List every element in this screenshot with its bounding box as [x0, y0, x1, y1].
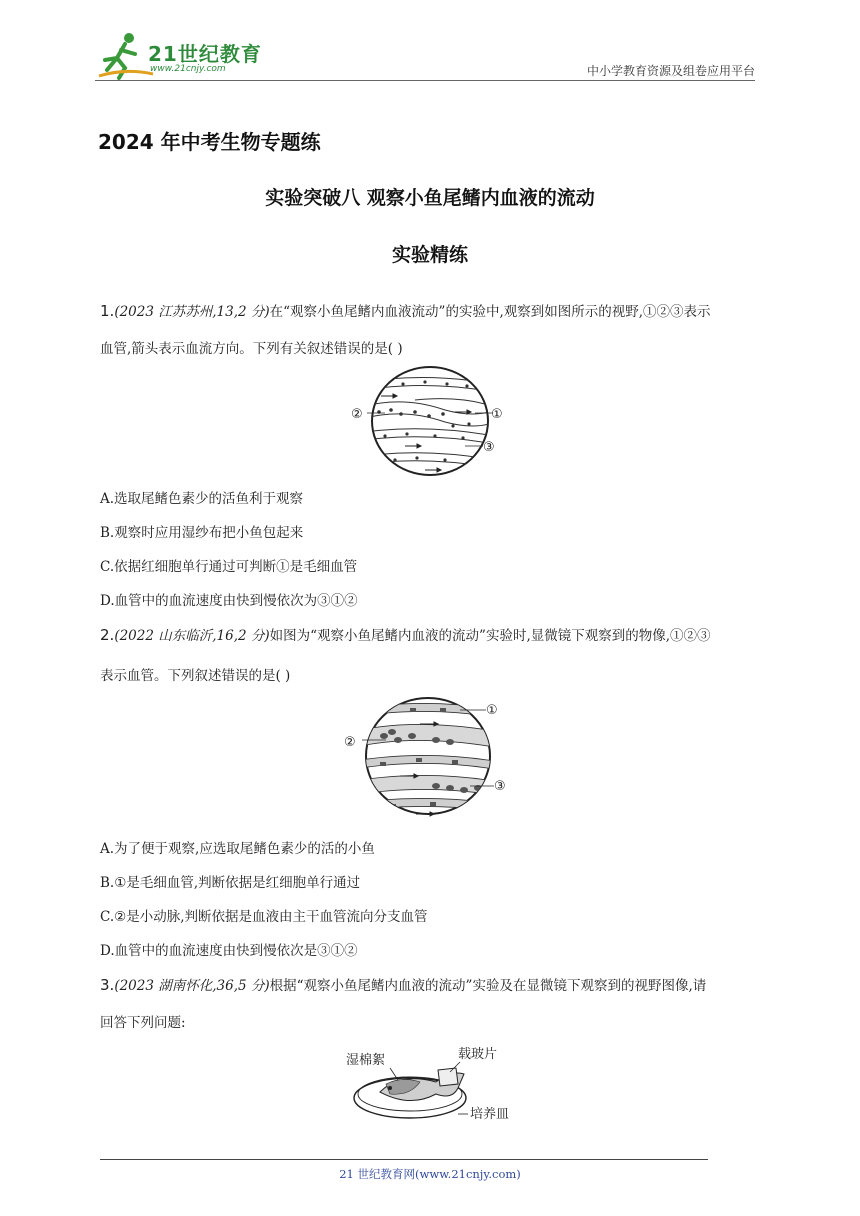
header-divider	[95, 80, 755, 81]
question-1-figure	[345, 366, 515, 482]
question-2-stem	[100, 626, 764, 645]
question-1-option-a: A.选取尾鳍色素少的活鱼利于观察	[100, 491, 304, 507]
section-title: 实验突破八 观察小鱼尾鳍内血液的流动	[265, 187, 595, 209]
figure-label-slide: 载玻片	[458, 1047, 498, 1062]
question-1-stem-line2: 血管,箭头表示血流方向。下列有关叙述错误的是( )	[100, 341, 403, 357]
figure-label-2: ②	[351, 407, 363, 422]
question-2-figure	[340, 696, 515, 824]
question-source: (2023 湖南怀化,36,5 分)	[114, 978, 270, 994]
question-source: (2023 江苏苏州,13,2 分)	[114, 304, 270, 320]
figure-label-1: ①	[486, 703, 498, 718]
question-2-option-d: D.血管中的血流速度由快到慢依次是③①②	[100, 943, 358, 959]
question-2-option-b: B.①是毛细血管,判断依据是红细胞单行通过	[100, 875, 361, 891]
footer-text: 21 世纪教育网(www.21cnjy.com)	[339, 1167, 521, 1181]
header-platform-text: 中小学教育资源及组卷应用平台	[586, 64, 755, 78]
question-3-figure	[340, 1042, 530, 1130]
question-stem-line: 根据“观察小鱼尾鳍内血液的流动”实验及在显微镜下观察到的视野图像,请	[269, 978, 707, 994]
document-title: 2024 年中考生物专题练	[98, 130, 321, 154]
figure-label-petri-dish: 培养皿	[470, 1107, 510, 1122]
question-number: 2.	[100, 626, 115, 644]
question-2-option-a: A.为了便于观察,应选取尾鳍色素少的活的小鱼	[100, 841, 375, 857]
sub-title: 实验精练	[391, 244, 468, 266]
question-stem-line: 在“观察小鱼尾鳍内血液流动”的实验中,观察到如图所示的视野,①②③表示	[269, 304, 711, 320]
question-number: 3.	[100, 976, 115, 994]
question-2-stem-line2: 表示血管。下列叙述错误的是( )	[100, 668, 291, 684]
question-2-option-c: C.②是小动脉,判断依据是血液由主干血管流向分支血管	[100, 909, 428, 925]
question-source: (2022 山东临沂,16,2 分)	[114, 628, 270, 644]
figure-label-2: ②	[344, 735, 356, 750]
question-stem-line: 如图为“观察小鱼尾鳍内血液的流动”实验时,显微镜下观察到的物像,①②③	[269, 628, 711, 644]
footer-divider	[100, 1159, 708, 1160]
question-1-stem	[100, 302, 764, 321]
figure-label-wet-cotton: 湿棉絮	[346, 1053, 386, 1068]
question-1-option-c: C.依据红细胞单行通过可判断①是毛细血管	[100, 559, 358, 575]
question-1-option-d: D.血管中的血流速度由快到慢依次为③①②	[100, 593, 358, 609]
question-3-stem-line2: 回答下列问题:	[100, 1015, 186, 1031]
figure-label-3: ③	[494, 779, 506, 794]
question-1-option-b: B.观察时应用湿纱布把小鱼包起来	[100, 525, 304, 541]
logo-text: 21世纪教育	[148, 42, 262, 66]
question-number: 1.	[100, 302, 115, 320]
figure-label-3: ③	[483, 440, 495, 455]
figure-label-1: ①	[491, 407, 503, 422]
question-3-stem	[100, 976, 764, 995]
logo-url: www.21cnjy.com	[150, 64, 226, 74]
runner-logo-icon	[95, 30, 155, 82]
